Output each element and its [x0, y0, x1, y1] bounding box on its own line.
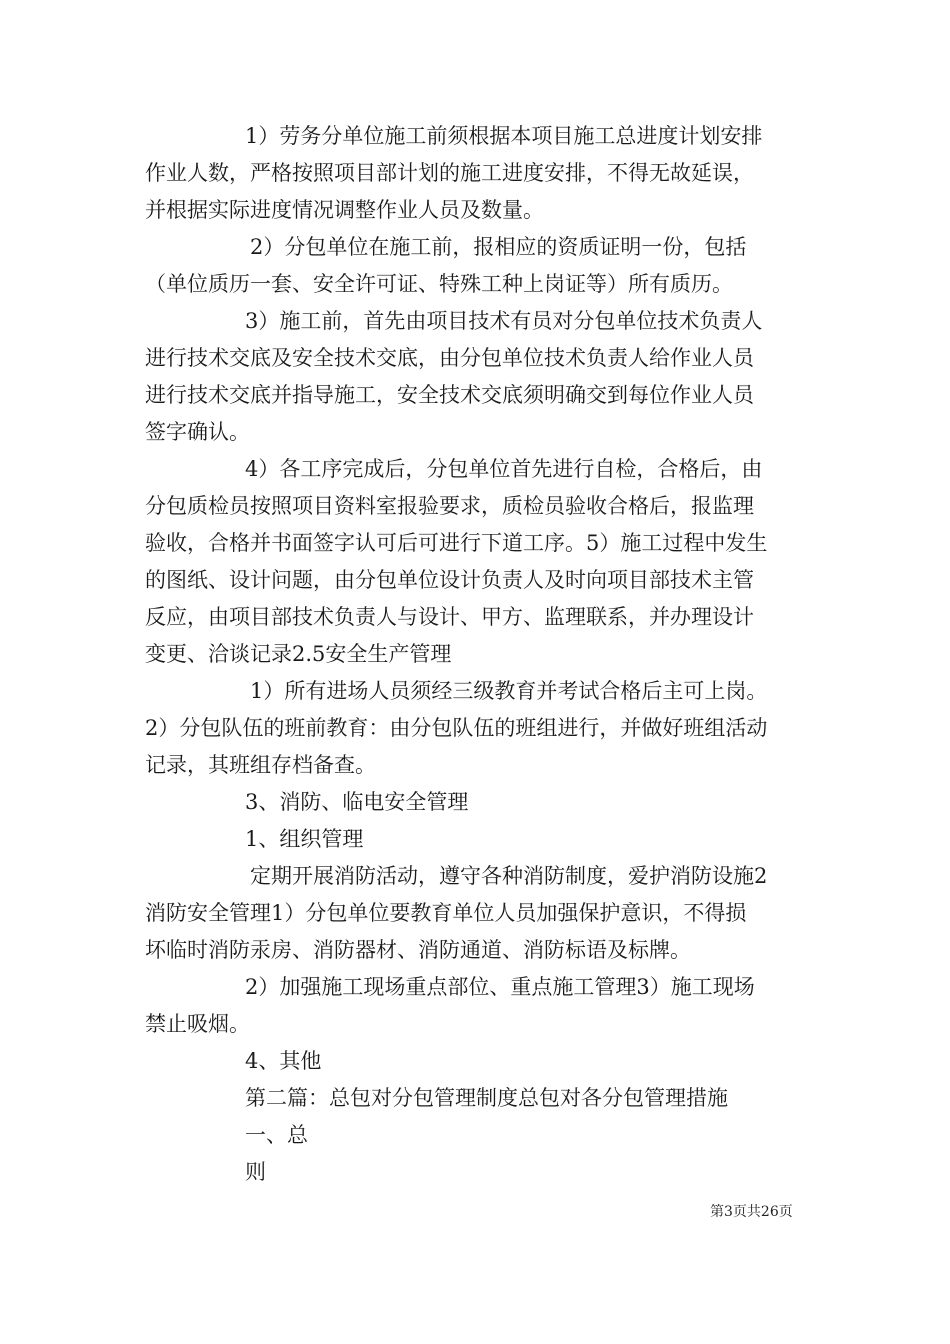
paragraph-line: 坏临时消防汞房、消防器材、消防通道、消防标语及标牌。 — [145, 938, 691, 962]
paragraph-line: 作业人数，严格按照项目部计划的施工进度安排，不得无故延误， — [145, 161, 754, 185]
section-heading: 4、其他 — [245, 1049, 322, 1073]
page-number: 第3页共26页 — [710, 1204, 793, 1220]
paragraph-line: 记录，其班组存档备查。 — [145, 753, 376, 777]
paragraph-line: 分包质检员按照项目资料室报验要求，质检员验收合格后，报监理 — [145, 494, 754, 518]
paragraph-line: 验收，合格并书面签字认可后可进行下道工序。5）施工过程中发生 — [145, 531, 768, 555]
paragraph-line: 1）劳务分单位施工前须根据本项目施工总进度计划安排 — [245, 124, 763, 148]
paragraph-line: 并根据实际进度情况调整作业人员及数量。 — [145, 198, 544, 222]
paragraph-line: 变更、洽谈记录2.5安全生产管理 — [145, 642, 452, 666]
paragraph-line: 1）所有进场人员须经三级教育并考试合格后主可上岗。 — [250, 679, 768, 703]
paragraph-line: 4）各工序完成后，分包单位首先进行自检，合格后，由 — [245, 457, 763, 481]
paragraph-line: 3）施工前，首先由项目技术有员对分包单位技术负责人 — [245, 309, 763, 333]
paragraph-line: 的图纸、设计问题，由分包单位设计负责人及时向项目部技术主管 — [145, 568, 754, 592]
paragraph-line: 禁止吸烟。 — [145, 1012, 250, 1036]
section-heading: 一、总 — [245, 1123, 308, 1147]
section-heading: 3、消防、临电安全管理 — [245, 790, 469, 814]
paragraph-line: 签字确认。 — [145, 420, 250, 444]
paragraph-line: 2）加强施工现场重点部位、重点施工管理3）施工现场 — [245, 975, 755, 999]
paragraph-line: 2）分包队伍的班前教育：由分包队伍的班组进行，并做好班组活动 — [145, 716, 768, 740]
section-heading: 第二篇：总包对分包管理制度总包对各分包管理措施 — [245, 1086, 728, 1110]
paragraph-line: 进行技术交底及安全技术交底，由分包单位技术负责人给作业人员 — [145, 346, 754, 370]
paragraph-line: 反应，由项目部技术负责人与设计、甲方、监理联系，并办理设计 — [145, 605, 754, 629]
paragraph-line: （单位质历一套、安全许可证、特殊工种上岗证等）所有质历。 — [145, 272, 733, 296]
paragraph-line: 消防安全管理1）分包单位要教育单位人员加强保护意识，不得损 — [145, 901, 747, 925]
paragraph-line: 进行技术交底并指导施工，安全技术交底须明确交到每位作业人员 — [145, 383, 754, 407]
body-text — [145, 118, 810, 1191]
section-heading: 则 — [245, 1160, 266, 1184]
section-heading: 1、组织管理 — [245, 827, 364, 851]
paragraph-line: 定期开展消防活动，遵守各种消防制度，爱护消防设施2 — [250, 864, 768, 888]
paragraph-line: 2）分包单位在施工前，报相应的资质证明一份，包括 — [250, 235, 747, 259]
